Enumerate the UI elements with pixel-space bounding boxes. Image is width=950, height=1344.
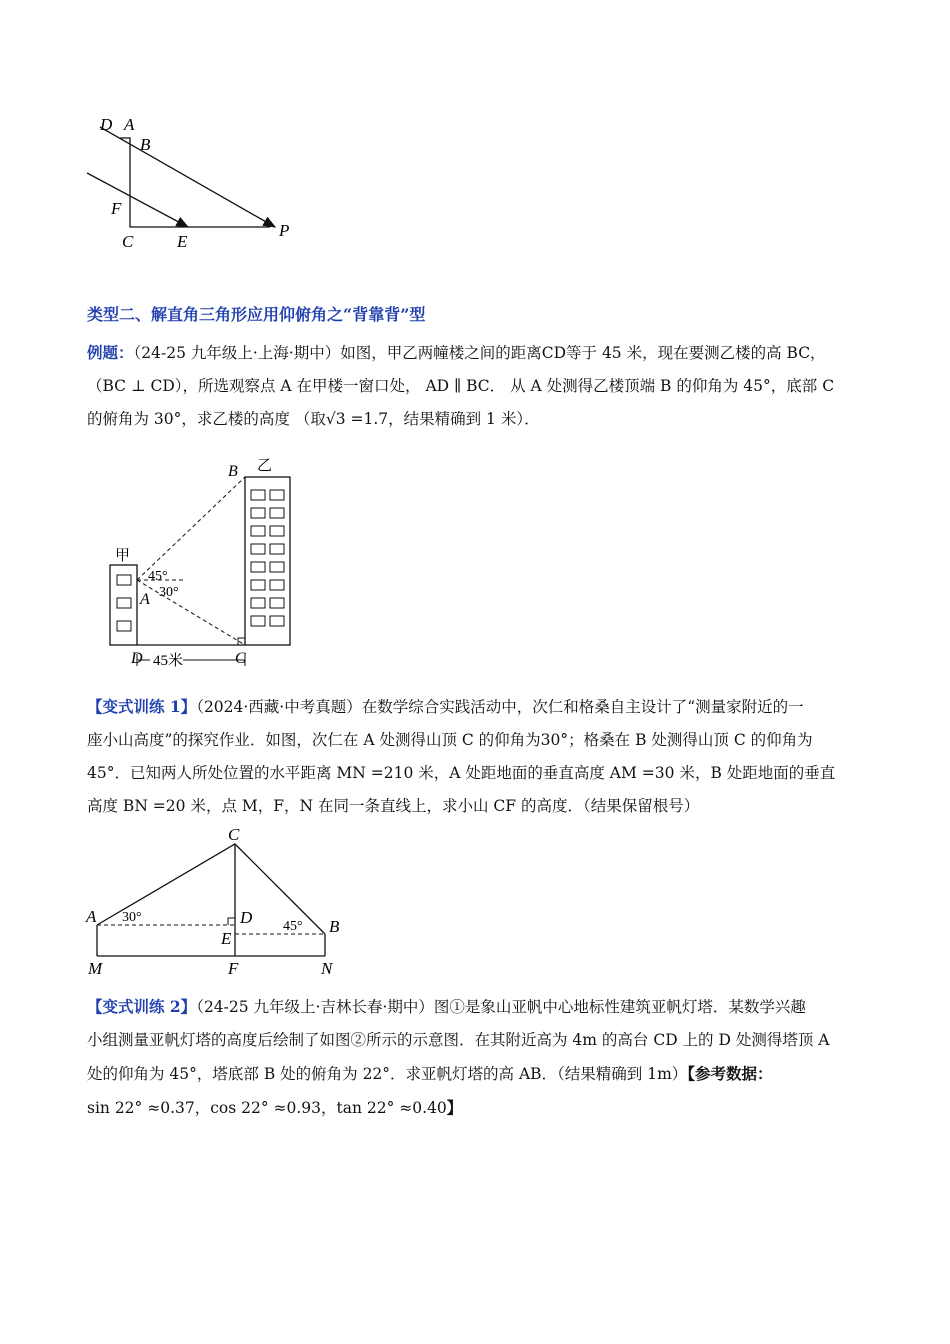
section-heading: 类型二、解直角三角形应用仰俯角之“背靠背”型 [87, 305, 426, 324]
sight-line-ab [137, 477, 245, 580]
exercise-2-line-3: 处的仰角为 45°，塔底部 B 处的俯角为 22°．求亚帆灯塔的高 AB．（结果精确到 1m） [87, 1065, 688, 1083]
label-n: N [321, 959, 333, 978]
label-c: C [122, 232, 134, 251]
angle-30: 30° [159, 585, 179, 600]
example-problem [87, 336, 862, 436]
label-d: D [131, 650, 143, 667]
angle-45: 45° [148, 569, 168, 584]
label-e: E [221, 929, 232, 948]
building-yi [245, 477, 290, 645]
angle-45: 45° [283, 919, 303, 934]
example-line-2: （BC ⊥ CD），所选观察点 A 在甲楼一窗口处， AD ∥ BC． 从 A 处测得乙楼顶端 B 的仰角为 45°，底部 C [87, 377, 835, 395]
angle-30: 30° [122, 910, 142, 925]
exercise-2-label: 【变式训练 2】 [87, 997, 197, 1016]
reference-label: 【参考数据： [687, 1064, 773, 1083]
figure-3-diagram [80, 822, 350, 982]
label-c: C [235, 650, 246, 667]
label-e: E [177, 232, 188, 251]
label-f: F [228, 959, 239, 978]
label-d: D [100, 115, 113, 134]
figure-2-diagram [95, 450, 325, 690]
label-a: A [124, 115, 135, 134]
label-m: M [88, 959, 103, 978]
label-b: B [228, 463, 238, 480]
exercise-1-line-3: 45°．已知两人所处位置的水平距离 MN =210 米，A 处距地面的垂直高度 AM =30 米，B 处距地面的垂直 [87, 764, 836, 782]
reference-close: 】 [446, 1098, 463, 1117]
exercise-2-line-1: （24-25 九年级上·吉林长春·期中）图①是象山亚帆中心地标性建筑亚帆灯塔．某数学兴趣 [196, 998, 806, 1016]
line-a-to-p [100, 127, 275, 227]
label-a: A [86, 907, 97, 926]
exercise-2-line-2: 小组测量亚帆灯塔的高度后绘制了如图②所示的示意图．在其附近高为 4m 的高台 CD 上的 D 处测得塔顶 A [87, 1031, 830, 1049]
label-f: F [111, 199, 122, 218]
example-line-1: （24-25 九年级上·上海·期中）如图，甲乙两幢楼之间的距离CD等于 45 米，现在要测乙楼的高 BC， [133, 344, 826, 362]
label-b: B [329, 917, 340, 936]
label-yi: 乙 [257, 458, 273, 474]
exercise-2-line-4: sin 22° ≈0.37，cos 22° ≈0.93，tan 22° ≈0.40 [87, 1099, 447, 1117]
building-jia [110, 565, 137, 645]
exercise-1 [87, 690, 862, 823]
example-label: 例题： [87, 343, 134, 362]
exercise-1-line-1: （2024·西藏·中考真题）在数学综合实践活动中，次仁和格桑自主设计了“测量家附近的一 [196, 698, 804, 716]
distance-label: 45米 [153, 653, 184, 669]
exercise-1-label: 【变式训练 1】 [87, 697, 197, 716]
label-b: B [140, 135, 151, 154]
label-jia: 甲 [115, 548, 131, 564]
line-f-to-e [87, 173, 188, 227]
exercise-1-line-4: 高度 BN =20 米，点 M，F，N 在同一条直线上，求小山 CF 的高度．（结果保留根号） [87, 797, 700, 815]
label-p: P [279, 221, 290, 240]
figure-1-diagram [80, 110, 310, 255]
label-d: D [240, 908, 253, 927]
exercise-2 [87, 990, 862, 1125]
example-line-3: 的俯角为 30°，求乙楼的高度 （取√3 =1.7，结果精确到 1 米）． [87, 410, 540, 428]
label-c: C [228, 825, 240, 844]
sight-line-ac [137, 580, 245, 645]
exercise-1-line-2: 座小山高度”的探究作业．如图，次仁在 A 处测得山顶 C 的仰角为30°；格桑在 B 处测得山顶 C 的仰角为 [87, 731, 813, 749]
label-a: A [140, 591, 150, 608]
building-outline [120, 138, 190, 227]
